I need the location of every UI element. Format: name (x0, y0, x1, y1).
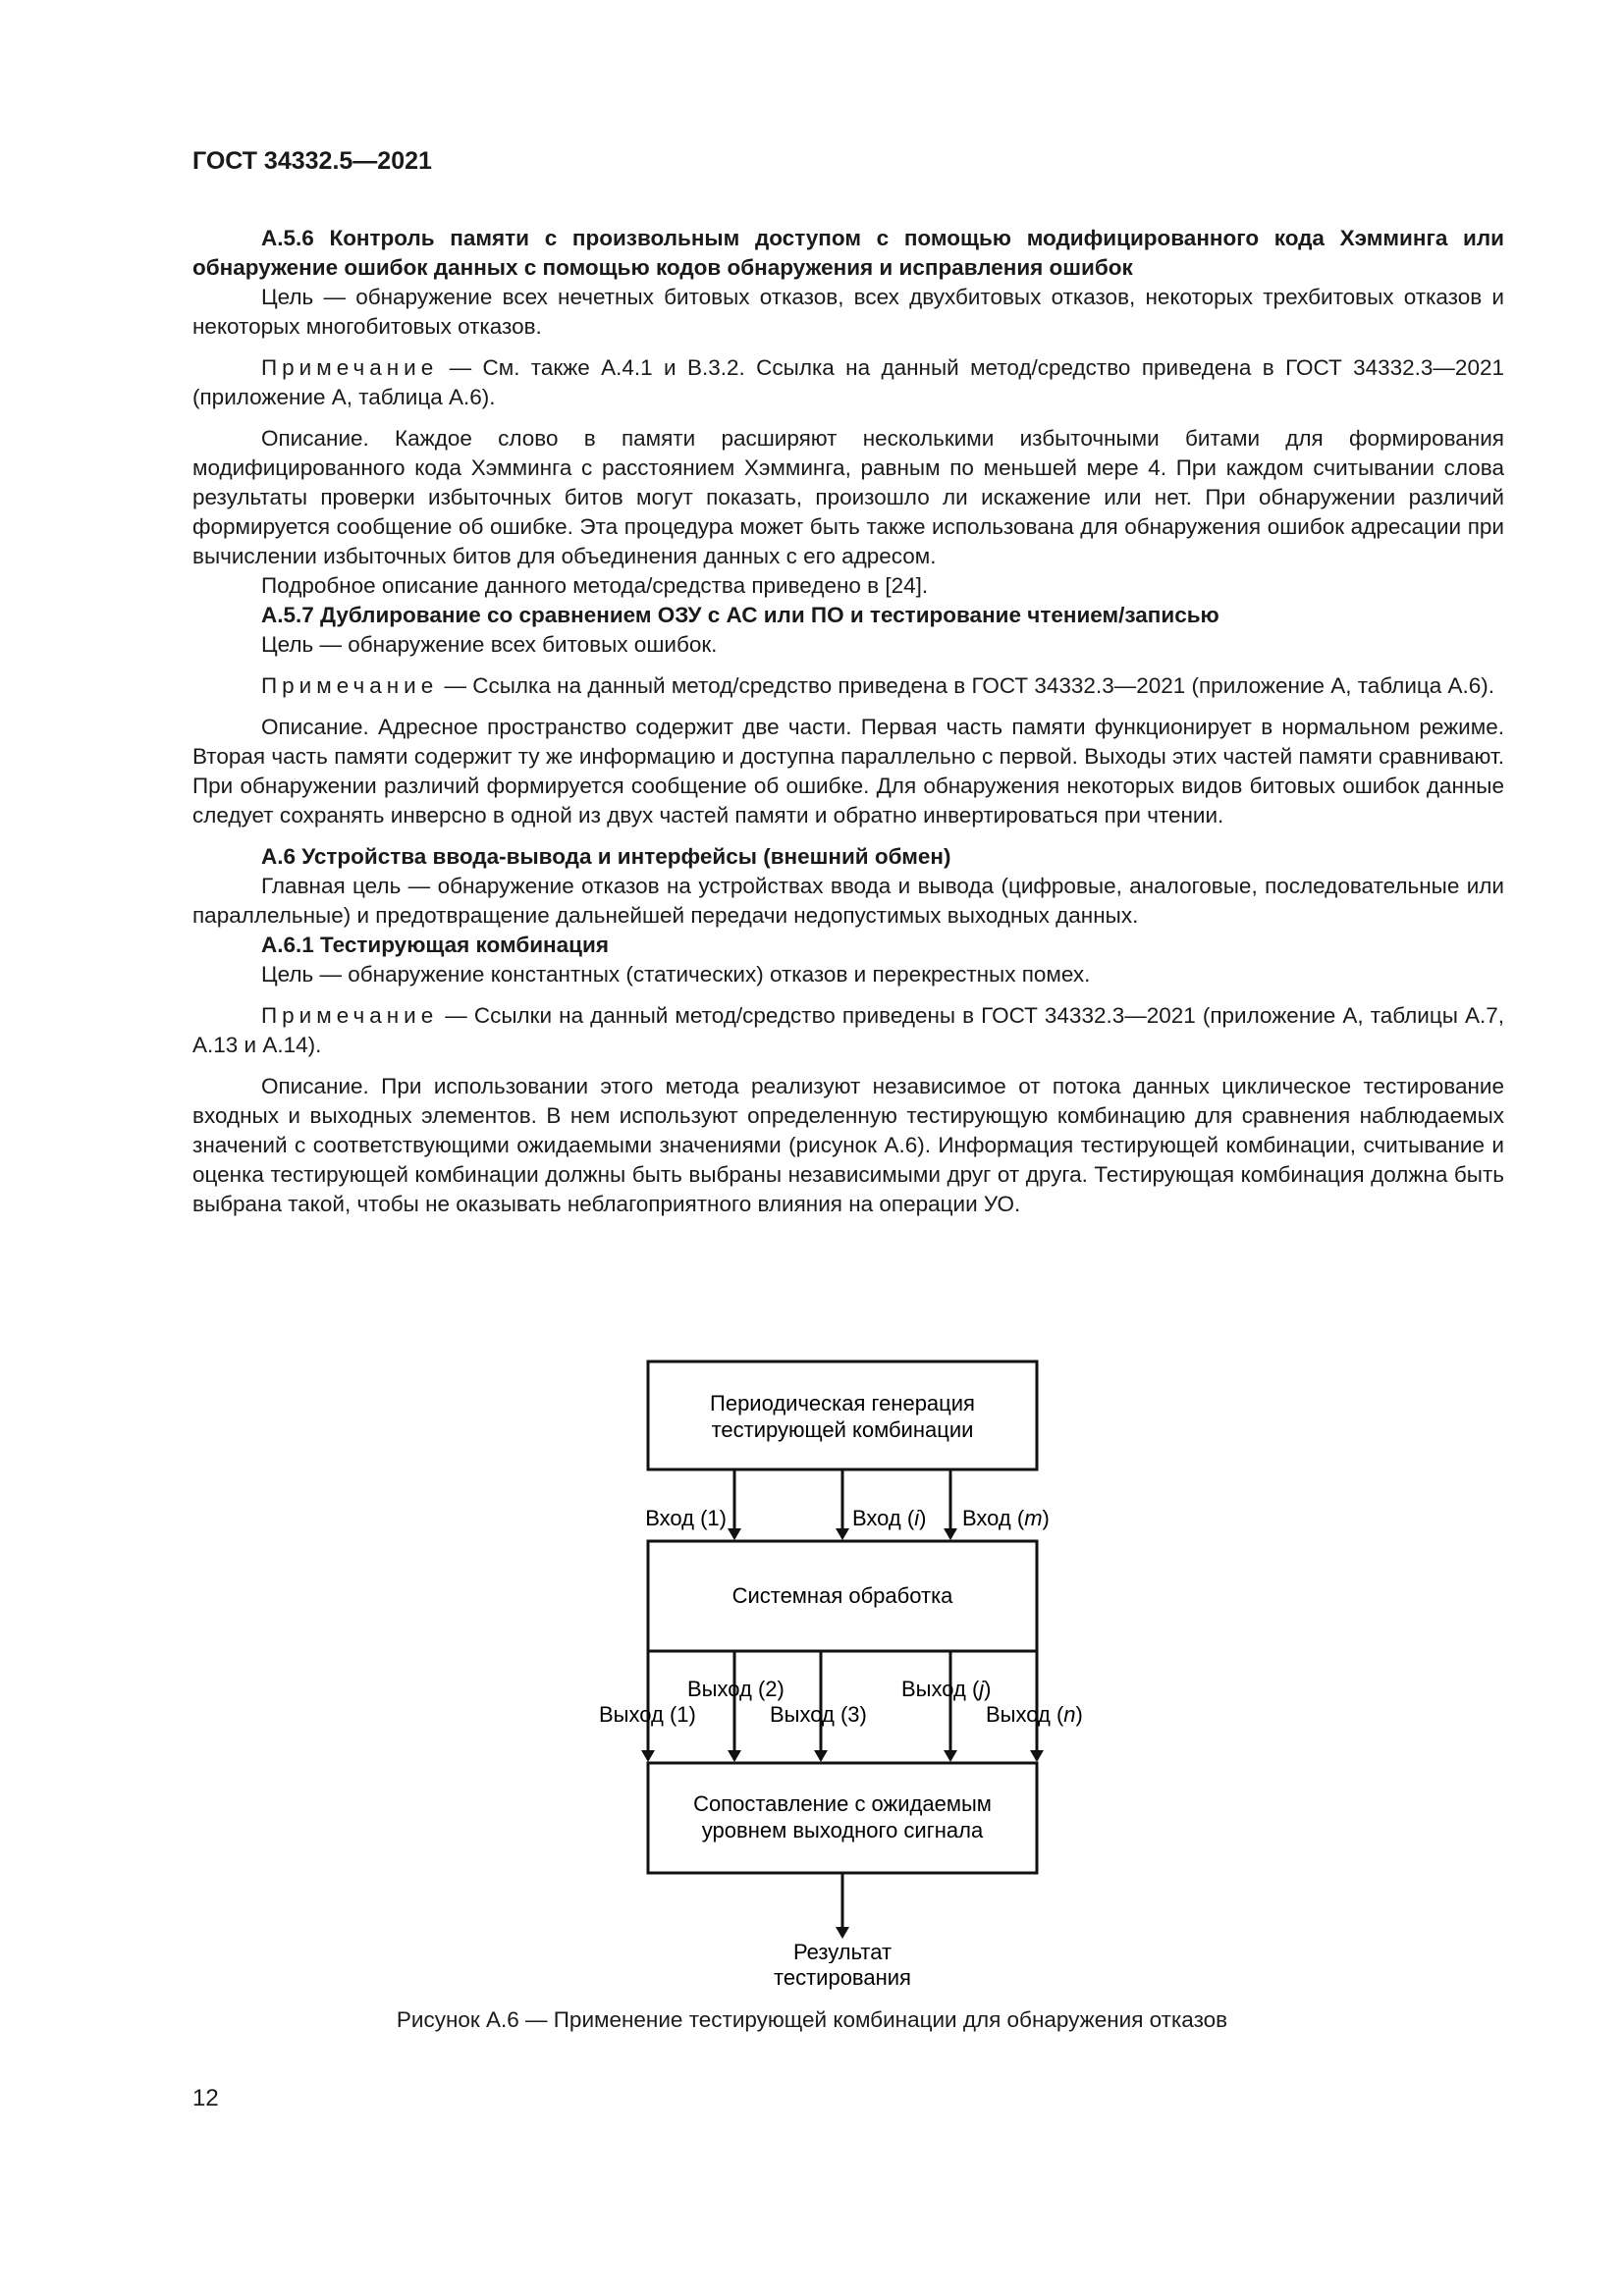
flow-diagram (0, 1355, 1624, 1963)
box1-line1: Периодическая генерация (710, 1391, 975, 1415)
input-1-label: Вход (1) (645, 1506, 727, 1530)
label-prefix: Вход ( (852, 1506, 915, 1530)
label-suffix: ) (1042, 1506, 1050, 1530)
result-line2: тестирования (774, 1965, 911, 1990)
section-a57-note (192, 671, 1504, 701)
figure-caption: Рисунок А.6 — Применение тестирующей комбинации для обнаружения отказов (396, 2007, 1228, 2032)
section-a6-title: А.6 Устройства ввода-вывода и интерфейсы (внешний обмен) (261, 844, 951, 869)
note-label: Примечание (261, 1003, 439, 1028)
result-label-continued (0, 1963, 1624, 1993)
output-2-label: Выход (2) (687, 1677, 785, 1701)
figure-a6 (0, 1355, 1624, 1963)
label-variable: j (979, 1677, 985, 1701)
note-label: Примечание (261, 673, 439, 698)
section-a61-description: Описание. При использовании этого метода реализуют независимое от потока данных циклическое тестирование входных и выходных элементов. В нем используют определенную тестирующую комбинацию для сравнения наблюдаемых значений с соответствующими ожидаемыми значениями (рисунок А.6). Информация тестирующей комбинации, считывание и оценка тестирующей комбинации должны быть выбраны независимыми друг от друга. Тестирующая комбинация должна быть выбрана такой, чтобы не оказывать неблагоприятного влияния на операции УО. (192, 1074, 1504, 1216)
note-text: — Ссылка на данный метод/средство приведена в ГОСТ 34332.3—2021 (приложение А, таблица А.6). (438, 673, 1495, 698)
section-a61-note (192, 1001, 1504, 1060)
output-n-label (986, 1702, 1083, 1727)
page-number: 12 (192, 2085, 219, 2111)
result-line1: Результат (792, 1940, 893, 1963)
box3-line1: Сопоставление с ожидаемым (693, 1791, 992, 1816)
label-prefix: Вход ( (962, 1506, 1025, 1530)
note-text: — Ссылки на данный метод/средство приведены в ГОСТ 34332.3—2021 (приложение А, таблицы А.7, А.13 и А.14). (192, 1003, 1504, 1057)
section-a56-description: Описание. Каждое слово в памяти расширяют несколькими избыточными битами для формирования модифицированного кода Хэмминга с расстоянием Хэмминга, равным по меньшей мере 4. При каждом считывании слова результаты проверки избыточных битов могут показать, произошло ли искажение или нет. При обнаружении различий формируется сообщение об ошибке. Эта процедура может быть также использована для обнаружения ошибок адресации при вычислении избыточных битов для объединения данных с его адресом. (192, 426, 1504, 568)
label-prefix: Выход ( (986, 1702, 1064, 1727)
section-a57-description: Описание. Адресное пространство содержит две части. Первая часть памяти функционирует в нормальном режиме. Вторая часть памяти содержит ту же информацию и доступна параллельно с первой. Выходы этих частей памяти сравнивают. При обнаружении различий формируется сообщение об ошибке. Для обнаружения некоторых видов битовых ошибок данные следует сохранять инверсно в одной из двух частей памяти и обратно инвертироваться при чтении. (192, 715, 1504, 828)
label-variable: n (1063, 1702, 1076, 1727)
note-label: Примечание (261, 355, 439, 380)
output-1-label: Выход (1) (599, 1702, 696, 1727)
page-content (192, 224, 1504, 1219)
section-a57-goal: Цель — обнаружение всех битовых ошибок. (261, 632, 718, 657)
label-variable: i (914, 1506, 920, 1530)
label-suffix: ) (984, 1677, 992, 1701)
section-a61-title: А.6.1 Тестирующая комбинация (261, 933, 609, 957)
section-a61-goal: Цель — обнаружение константных (статических) отказов и перекрестных помех. (261, 962, 1091, 987)
label-variable: m (1024, 1506, 1043, 1530)
box3-line2: уровнем выходного сигнала (701, 1818, 984, 1842)
box2-label: Системная обработка (731, 1583, 953, 1608)
section-a56-reference: Подробное описание данного метода/средства приведено в [24]. (261, 573, 929, 598)
output-3-label: Выход (3) (770, 1702, 867, 1727)
input-i-label (852, 1506, 926, 1530)
note-text: — См. также А.4.1 и В.3.2. Ссылка на данный метод/средство приведена в ГОСТ 34332.3—2021 (приложение А, таблица А.6). (192, 355, 1504, 409)
label-suffix: ) (919, 1506, 927, 1530)
section-a56-title: А.5.6 Контроль памяти с произвольным доступом с помощью модифицированного кода Хэмминга или обнаружение ошибок данных с помощью кодов обнаружения и исправления ошибок (192, 226, 1504, 280)
output-j-label (901, 1677, 992, 1701)
box1-line2: тестирующей комбинации (711, 1417, 974, 1442)
section-a56-note (192, 353, 1504, 412)
label-suffix: ) (1075, 1702, 1083, 1727)
section-a56-goal: Цель — обнаружение всех нечетных битовых отказов, всех двухбитовых отказов, некоторых трехбитовых отказов и некоторых многобитовых отказов. (192, 285, 1504, 339)
section-a6-goal: Главная цель — обнаружение отказов на устройствах ввода и вывода (цифровые, аналоговые, последовательные или параллельные) и предотвращение дальнейшей передачи недопустимых выходных данных. (192, 874, 1504, 928)
section-a57-title: А.5.7 Дублирование со сравнением ОЗУ с АС или ПО и тестирование чтением/записью (261, 603, 1219, 627)
pattern-generation-box (648, 1362, 1037, 1469)
input-m-label (962, 1506, 1050, 1530)
label-prefix: Выход ( (901, 1677, 980, 1701)
document-code-header: ГОСТ 34332.5—2021 (192, 147, 432, 175)
